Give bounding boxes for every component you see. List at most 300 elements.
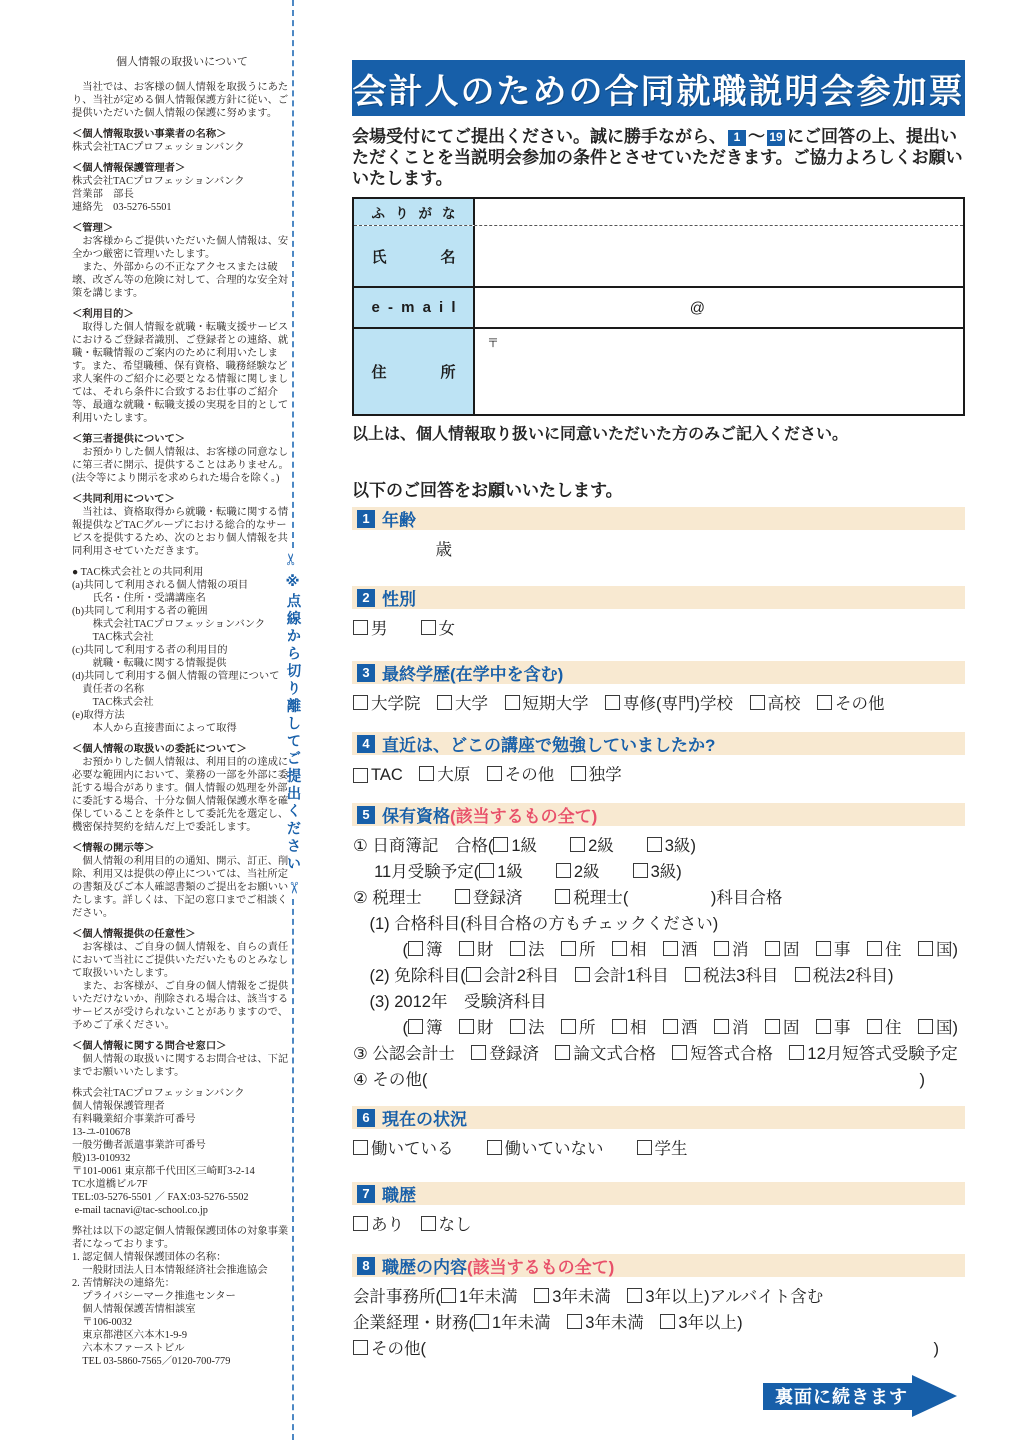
checkbox-option[interactable] [437, 690, 488, 714]
checkbox-label: 3級 [650, 863, 677, 881]
checkbox-label: その他 [504, 766, 555, 784]
checkbox-icon[interactable] [765, 1019, 780, 1034]
checkbox-option[interactable] [471, 1040, 539, 1064]
checkbox-label: 論文式合格 [573, 1045, 656, 1063]
question-label: 年齢 [382, 511, 416, 530]
privacy-text-line: 株式会社TACプロフェッションバンク [72, 142, 245, 153]
checkbox-icon[interactable] [459, 941, 474, 956]
cut-dashed-line [292, 0, 294, 548]
checkbox-option[interactable] [637, 1135, 688, 1159]
text [600, 858, 633, 882]
arrow-right-icon [912, 1375, 957, 1417]
question-label: 最終学歴(在学中を含む) [382, 665, 564, 684]
privacy-section-heading: ＜個人情報取扱い事業者の名称＞ [72, 129, 227, 140]
question-body [352, 1205, 965, 1237]
text [614, 832, 647, 856]
privacy-section [72, 566, 292, 735]
checkbox-icon[interactable] [627, 1288, 642, 1303]
privacy-section [72, 743, 292, 834]
checkbox-option[interactable] [867, 936, 902, 960]
text [596, 1014, 613, 1038]
checkbox-option[interactable] [455, 884, 523, 908]
privacy-text-line: TC水道橋ビル7F [72, 1179, 148, 1190]
checkbox-label: 酒 [681, 941, 698, 959]
question-body [352, 755, 965, 787]
options-line [353, 1040, 965, 1066]
checkbox-option[interactable] [714, 1014, 749, 1038]
label-char: i [439, 299, 444, 316]
checkbox-option[interactable] [408, 936, 443, 960]
checkbox-option[interactable] [421, 1211, 472, 1235]
checkbox-icon[interactable] [408, 941, 423, 956]
options-line [353, 761, 965, 787]
checkbox-option[interactable] [663, 936, 698, 960]
at-sign: @ [689, 299, 705, 316]
privacy-text-line: 株式会社TACプロフェッションバンク [72, 176, 245, 187]
checkbox-label: TAC [371, 766, 403, 784]
checkbox-icon[interactable] [474, 1314, 489, 1329]
privacy-text-line: 当社は、資格取得から就職・転職に関する情報提供などTACグループにおける総合的なサービスを提供するため、次のとおり個人情報を共同利用させていただきます。 [72, 507, 289, 557]
checkbox-option[interactable] [421, 615, 456, 639]
checkbox-label: 1年未満 [459, 1288, 518, 1306]
text [749, 936, 766, 960]
question-label-note: (該当するもの全て) [467, 1258, 615, 1277]
text [388, 615, 421, 639]
checkbox-icon[interactable] [556, 863, 571, 878]
privacy-text-line: 東京都港区六本木1-9-9 [72, 1330, 187, 1341]
checkbox-icon[interactable] [353, 620, 368, 635]
text: ③ 公認会計士 [353, 1045, 472, 1063]
text [698, 1014, 715, 1038]
question-header [352, 1106, 965, 1129]
checkbox-label: 酒 [681, 1019, 698, 1037]
checkbox-option[interactable] [441, 1283, 518, 1307]
privacy-text-line: TAC株式会社 [72, 697, 154, 708]
checkbox-option[interactable] [867, 1014, 902, 1038]
checkbox-label: 消 [732, 941, 749, 959]
checkbox-icon[interactable] [487, 1140, 502, 1155]
text [749, 1014, 766, 1038]
checkbox-icon[interactable] [555, 1045, 570, 1060]
checkbox-option[interactable] [714, 936, 749, 960]
checkbox-icon[interactable] [918, 1019, 933, 1034]
text: 会場受付にてご提出ください。誠に勝手ながら、 [352, 127, 726, 146]
text [454, 1135, 487, 1159]
checkbox-option[interactable] [660, 1309, 737, 1333]
privacy-text-line: TAC株式会社 [72, 632, 154, 643]
checkbox-icon[interactable] [419, 766, 434, 781]
options-line [353, 1135, 965, 1161]
label-char: ふ [371, 206, 385, 221]
checkbox-icon[interactable] [637, 1140, 652, 1155]
text [545, 1014, 562, 1038]
checkbox-option[interactable] [567, 1309, 644, 1333]
checkbox-option[interactable] [493, 832, 537, 856]
checkbox-icon[interactable] [471, 1045, 486, 1060]
other-answer-line[interactable] [353, 1335, 965, 1361]
checkbox-label: 短期大学 [522, 695, 589, 713]
checkbox-icon[interactable] [575, 967, 590, 982]
label-char: 所 [440, 364, 456, 381]
privacy-section-heading: ＜個人情報提供の任意性＞ [72, 929, 196, 940]
checkbox-option[interactable] [408, 1014, 443, 1038]
options-line [353, 962, 965, 988]
continue-arrow [352, 1375, 965, 1417]
checkbox-option[interactable] [353, 690, 421, 714]
checkbox-icon[interactable] [408, 1019, 423, 1034]
address-input[interactable] [475, 329, 963, 414]
text [551, 1309, 568, 1333]
privacy-text-line: 株式会社TACプロフェッションバンク [72, 619, 266, 630]
checkbox-icon[interactable] [421, 1216, 436, 1231]
checkbox-icon[interactable] [612, 941, 627, 956]
checkbox-option[interactable] [647, 832, 691, 856]
question-header [352, 732, 965, 755]
question-gender [352, 586, 965, 641]
checkbox-label: 消 [732, 1019, 749, 1037]
privacy-text-line: 本人から直接書面によって取得 [72, 723, 237, 734]
checkbox-option[interactable] [459, 1014, 494, 1038]
text: (3) 2012年 受験済科目 [353, 993, 547, 1011]
checkbox-option[interactable] [466, 962, 559, 986]
checkbox-label: 財 [477, 1019, 494, 1037]
privacy-text-line: ● TAC株式会社との共同利用 [72, 567, 204, 578]
label-char: 氏 [371, 248, 387, 266]
privacy-section-heading: ＜利用目的＞ [72, 309, 134, 320]
checkbox-icon[interactable] [353, 768, 368, 783]
checkbox-icon[interactable] [647, 837, 662, 852]
checkbox-option[interactable] [555, 1040, 656, 1064]
checkbox-icon[interactable] [570, 837, 585, 852]
checkbox-icon[interactable] [455, 889, 470, 904]
checkbox-option[interactable] [672, 1040, 773, 1064]
privacy-text-line: また、お客様が、ご自身の個人情報をご提供いただけないか、削除される場合は、該当するサービスが受けられないことがありますので、予めご了承ください。 [72, 981, 289, 1031]
checkbox-icon[interactable] [672, 1045, 687, 1060]
checkbox-icon[interactable] [459, 1019, 474, 1034]
checkbox-icon[interactable] [816, 941, 831, 956]
text: ) [888, 967, 894, 985]
text [488, 690, 505, 714]
question-header [352, 586, 965, 609]
checkbox-option[interactable] [765, 936, 800, 960]
checkbox-option[interactable] [561, 936, 596, 960]
privacy-text-line: TEL 03-5860-7565／0120-700-779 [72, 1356, 231, 1367]
cut-line-instruction: ※点線から切り離してご提出ください [284, 574, 301, 873]
checkbox-icon[interactable] [353, 1140, 368, 1155]
checkbox-option[interactable] [353, 1135, 454, 1159]
privacy-text-line: (b)共同して利用する者の範囲 [72, 606, 208, 617]
checkbox-icon[interactable] [534, 1288, 549, 1303]
question-body [352, 530, 965, 562]
question-header [352, 1182, 965, 1205]
text [611, 1283, 628, 1307]
privacy-text-line: 個人情報の取扱いに関するお問合せは、下記までお願いいたします。 [72, 1054, 289, 1078]
checkbox-option[interactable] [627, 1283, 704, 1307]
checkbox-label: 女 [438, 620, 455, 638]
name-label [354, 226, 475, 286]
text: ( [353, 941, 408, 959]
question-label: 性別 [382, 590, 416, 609]
checkbox-option[interactable] [575, 962, 668, 986]
checkbox-option[interactable] [633, 858, 677, 882]
checkbox-label: 3級 [664, 837, 691, 855]
options-line [353, 858, 965, 884]
question-number-badge: 1 [728, 130, 746, 146]
checkbox-icon[interactable] [487, 766, 502, 781]
checkbox-label: 1級 [497, 863, 523, 881]
checkbox-option[interactable] [479, 858, 523, 882]
checkbox-option[interactable] [685, 962, 778, 986]
checkbox-label: 専修(専門)学校 [623, 695, 733, 713]
question-header [352, 1254, 965, 1277]
options-line [353, 910, 965, 936]
furigana-input[interactable] [475, 199, 963, 225]
question-number-badge: 7 [357, 1185, 375, 1203]
question-label: 保有資格 [382, 807, 450, 826]
privacy-text-line: 弊社は以下の認定個人情報保護団体の対象事業者になっております。 [72, 1226, 289, 1250]
checkbox-option[interactable] [353, 1335, 426, 1359]
checkbox-icon[interactable] [663, 1019, 678, 1034]
options-line [353, 690, 965, 716]
checkbox-label: 固 [783, 1019, 800, 1037]
question-label: 職歴の内容 [382, 1258, 467, 1277]
text [494, 936, 511, 960]
checkbox-option[interactable] [534, 1283, 611, 1307]
checkbox-option[interactable] [571, 761, 622, 785]
privacy-text-line: 株式会社TACプロフェッションバンク [72, 1088, 245, 1099]
checkbox-icon[interactable] [353, 1340, 368, 1355]
checkbox-option[interactable] [556, 858, 600, 882]
checkbox-label: 簿 [426, 1019, 443, 1037]
checkbox-label: 3年未満 [585, 1314, 644, 1332]
checkbox-icon[interactable] [510, 941, 525, 956]
checkbox-option[interactable] [816, 1014, 851, 1038]
checkbox-icon[interactable] [867, 941, 882, 956]
checkbox-label: 相 [630, 1019, 647, 1037]
privacy-text-line: 一般財団法人日本情報経済社会推進協会 [72, 1265, 268, 1276]
label-char: e [371, 299, 380, 316]
checkbox-option[interactable] [817, 690, 885, 714]
privacy-section [72, 128, 292, 154]
question-body [352, 1277, 965, 1361]
checkbox-option[interactable] [765, 1014, 800, 1038]
checkbox-label: 学生 [654, 1140, 688, 1158]
privacy-text-line: お客様は、ご自身の個人情報を、自らの責任において当社にご提供いただいたものとみなして取扱いいたします。 [72, 942, 289, 979]
question-body [352, 684, 965, 716]
text: ) [737, 1314, 743, 1332]
privacy-sections [72, 81, 292, 1368]
checkbox-icon[interactable] [817, 695, 832, 710]
checkbox-option[interactable] [510, 1014, 545, 1038]
question-body [352, 1129, 965, 1161]
checkbox-icon[interactable] [663, 941, 678, 956]
checkbox-label: 税法3科目 [703, 967, 779, 985]
text [522, 884, 555, 908]
checkbox-icon[interactable] [795, 967, 810, 982]
question-age [352, 507, 965, 562]
text: 〜 [748, 127, 765, 146]
checkbox-option[interactable] [816, 936, 851, 960]
checkbox-label: その他 [835, 695, 885, 713]
question-work-history [352, 1182, 965, 1237]
checkbox-icon[interactable] [789, 1045, 804, 1060]
checkbox-option[interactable] [612, 936, 647, 960]
checkbox-label: 財 [477, 941, 494, 959]
checkbox-option[interactable] [561, 1014, 596, 1038]
text [773, 1040, 790, 1064]
checkbox-label: 3年未満 [552, 1288, 611, 1306]
checkbox-label: 大学院 [371, 695, 421, 713]
checkbox-icon[interactable] [867, 1019, 882, 1034]
age-answer-line[interactable] [353, 536, 965, 562]
checkbox-label: 大原 [437, 766, 471, 784]
options-line [353, 1211, 965, 1237]
text: 11月受験予定( [353, 863, 480, 881]
checkbox-icon[interactable] [479, 863, 494, 878]
email-input[interactable] [475, 288, 963, 327]
checkbox-option[interactable] [459, 936, 494, 960]
checkbox-option[interactable] [789, 1040, 957, 1064]
checkbox-label: 相 [630, 941, 647, 959]
privacy-text-line: TEL:03-5276-5501 ／ FAX:03-5276-5502 [72, 1192, 249, 1203]
checkbox-icon[interactable] [353, 1216, 368, 1231]
cut-dashed-line [292, 899, 294, 1440]
checkbox-option[interactable] [353, 615, 388, 639]
checkbox-icon[interactable] [353, 695, 368, 710]
text: 歳 [353, 541, 452, 559]
question-number-badge: 8 [357, 1257, 375, 1275]
checkbox-option[interactable] [353, 1211, 404, 1235]
question-header [352, 661, 965, 684]
text [800, 936, 817, 960]
checkbox-label: 会計1科目 [593, 967, 669, 985]
checkbox-icon[interactable] [633, 863, 648, 878]
checkbox-icon[interactable] [466, 967, 481, 982]
privacy-section-heading: ＜個人情報に関する問合せ窓口＞ [72, 1041, 227, 1052]
privacy-section [72, 1040, 292, 1079]
checkbox-icon[interactable] [750, 695, 765, 710]
consent-note: 以上は、個人情報取り扱いに同意いただいた方のみご記入ください。 [352, 426, 849, 443]
checkbox-option[interactable] [795, 962, 888, 986]
personal-info-table [352, 197, 965, 416]
checkbox-icon[interactable] [441, 1288, 456, 1303]
checkbox-icon[interactable] [561, 1019, 576, 1034]
checkbox-icon[interactable] [493, 837, 508, 852]
furigana-label [354, 199, 475, 225]
checkbox-label: 1年未満 [492, 1314, 551, 1332]
options-line [353, 832, 965, 858]
checkbox-icon[interactable] [714, 941, 729, 956]
privacy-text-line: 個人情報保護苦情相談室 [72, 1304, 196, 1315]
checkbox-option[interactable] [419, 761, 470, 785]
checkbox-icon[interactable] [816, 1019, 831, 1034]
checkbox-icon[interactable] [571, 766, 586, 781]
privacy-text-line: プライバシーマーク推進センター [72, 1291, 236, 1302]
checkbox-icon[interactable] [437, 695, 452, 710]
other-answer-line[interactable] [353, 1066, 965, 1092]
checkbox-label: 大学 [455, 695, 488, 713]
privacy-text-line: 氏名・住所・受講講座名 [72, 593, 206, 604]
privacy-text-line: 就職・転職に関する情報提供 [72, 658, 227, 669]
checkbox-label: 事 [834, 1019, 851, 1037]
text [554, 761, 571, 785]
privacy-section [72, 493, 292, 558]
checkbox-option[interactable] [570, 832, 614, 856]
furigana-row [354, 199, 963, 226]
checkbox-icon[interactable] [510, 1019, 525, 1034]
checkbox-icon[interactable] [765, 941, 780, 956]
checkbox-icon[interactable] [685, 967, 700, 982]
checkbox-option[interactable] [505, 690, 589, 714]
privacy-text-line: 2. 苦情解決の連絡先： [72, 1278, 175, 1289]
text [698, 936, 715, 960]
options-line [353, 615, 965, 641]
label-char: 名 [440, 248, 456, 266]
checkbox-icon[interactable] [561, 941, 576, 956]
checkbox-option[interactable] [750, 690, 801, 714]
checkbox-option[interactable] [474, 1309, 551, 1333]
checkbox-label: 法 [528, 941, 545, 959]
checkbox-label: 簿 [426, 941, 443, 959]
checkbox-icon[interactable] [421, 620, 436, 635]
checkbox-option[interactable] [510, 936, 545, 960]
checkbox-option[interactable] [612, 1014, 647, 1038]
privacy-section [72, 162, 292, 214]
checkbox-icon[interactable] [555, 889, 570, 904]
checkbox-icon[interactable] [612, 1019, 627, 1034]
privacy-section [72, 81, 292, 120]
checkbox-label: 税理士( )科目合格 [573, 889, 783, 907]
privacy-section [72, 433, 292, 485]
checkbox-icon[interactable] [660, 1314, 675, 1329]
privacy-text-line: 〒101-0061 東京都千代田区三崎町3-2-14 [72, 1166, 255, 1177]
privacy-section [72, 842, 292, 920]
checkbox-label: 事 [834, 941, 851, 959]
checkbox-option[interactable] [487, 761, 555, 785]
privacy-text-line: 六本木ファーストビル [72, 1343, 185, 1354]
text: にご回答の上、提出いただくことを当説明会参加の条件とさせていただきます。ご協力よろしくお願いいたします。 [352, 127, 963, 188]
checkbox-option[interactable] [663, 1014, 698, 1038]
privacy-section [72, 1087, 292, 1217]
checkbox-icon[interactable] [605, 695, 620, 710]
checkbox-icon[interactable] [714, 1019, 729, 1034]
checkbox-icon[interactable] [918, 941, 933, 956]
checkbox-option[interactable] [918, 1014, 953, 1038]
checkbox-label: 法 [528, 1019, 545, 1037]
cut-line [283, 0, 303, 1440]
checkbox-option[interactable] [918, 936, 953, 960]
checkbox-icon[interactable] [567, 1314, 582, 1329]
label-char: が [418, 206, 432, 221]
checkbox-option[interactable] [487, 1135, 604, 1159]
text [800, 1014, 817, 1038]
checkbox-option[interactable] [605, 690, 733, 714]
privacy-text-line: 13-ユ-010678 [72, 1127, 131, 1138]
checkbox-label: 高校 [767, 695, 801, 713]
checkbox-option[interactable] [555, 884, 782, 908]
checkbox-label: 2級 [573, 863, 600, 881]
question-label: 現在の状況 [382, 1110, 467, 1129]
privacy-section-heading: ＜管理＞ [72, 223, 114, 234]
text [545, 936, 562, 960]
name-input[interactable] [475, 226, 963, 286]
text: 会計事務所( [353, 1288, 441, 1306]
text: ④ その他( [353, 1071, 428, 1089]
checkbox-icon[interactable] [505, 695, 520, 710]
question-number-badge: 2 [357, 589, 375, 607]
text [801, 690, 818, 714]
checkbox-option[interactable] [353, 766, 403, 785]
